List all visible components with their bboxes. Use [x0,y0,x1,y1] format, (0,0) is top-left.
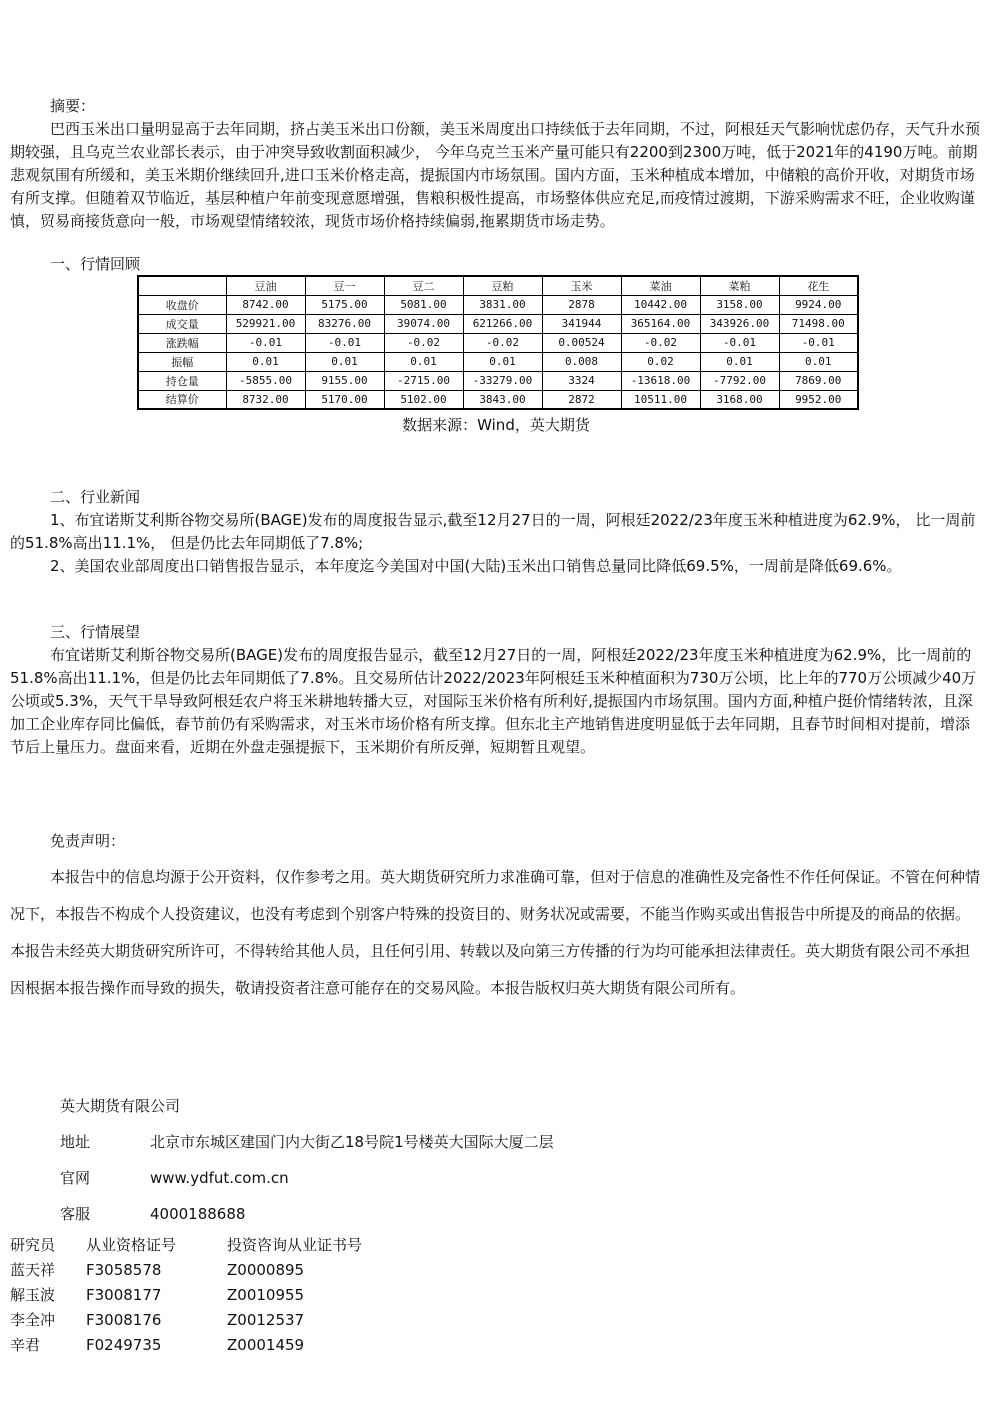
table-cell: -0.01 [700,333,779,352]
company-address-row [60,1124,554,1160]
researcher-cell: 研究员 [10,1236,56,1254]
researcher-cell: 蓝天祥 [10,1261,56,1279]
table-cell: 343926.00 [700,314,779,333]
table-cell: 10442.00 [621,295,700,314]
table-cell: 2878 [542,295,621,314]
researchers-table [10,1233,427,1358]
website-value[interactable]: www.ydfut.com.cn [150,1169,289,1187]
table-cell: 0.02 [621,352,700,371]
table-header-cell: 玉米 [542,276,621,295]
table-row-label: 涨跌幅 [138,333,226,352]
table-row [138,371,858,390]
table-cell: 5170.00 [305,390,384,409]
researcher-cell: 解玉波 [10,1286,56,1304]
news-item-1: 1、布宜诺斯艾利斯谷物交易所(BAGE)发布的周度报告显示,截至12月27日的一周，阿根廷2022/23年度玉米种植进度为62.9%， 比一周前的51.8%高出11.1%， 但是仍比去年同期低了7.8%; [10,511,976,552]
table-header-cell: 豆油 [226,276,305,295]
table-cell: -2715.00 [384,371,463,390]
researcher-row [10,1258,427,1283]
table-cell: -0.01 [226,333,305,352]
table-cell: 341944 [542,314,621,333]
table-cell: 529921.00 [226,314,305,333]
table-row-label: 持仓量 [138,371,226,390]
table-cell: -0.02 [463,333,542,352]
table-cell: 365164.00 [621,314,700,333]
address-label: 地址 [60,1133,91,1151]
table-cell: -13618.00 [621,371,700,390]
table-cell: -0.01 [779,333,858,352]
outlook-text: 布宜诺斯艾利斯谷物交易所(BAGE)发布的周度报告显示，截至12月27日的一周，阿根廷2022/23年度玉米种植进度为62.9%，比一周前的51.8%高出11.1%，但是仍比去年同期低了7.8%。且交易所估计2022/2023年阿根廷玉米种植面积为730万公顷，比上年的770万公顷减少40万公顷或5.3%，天气干旱导致阿根廷农户将玉米耕地转播大豆，对国际玉米价格有所利好,提振国内市场氛围。国内方面,种植户挺价情绪转浓，且深加工企业库存同比偏低，春节前仍有采购需求，对玉米市场价格有所支撑。但东北主产地销售进度明显低于去年同期，且春节时间相对提前，增添节后上量压力。盘面来看，近期在外盘走强提振下，玉米期价有所反弹，短期暂且观望。 [10,646,977,756]
news-item-2: 2、美国农业部周度出口销售报告显示，本年度迄今美国对中国(大陆)玉米出口销售总量同比降低69.5%，一周前是降低69.6%。 [50,557,902,575]
researcher-cell: Z0000895 [227,1261,305,1279]
data-source: 数据来源：Wind，英大期货 [402,416,590,434]
table-row [138,390,858,409]
website-label: 官网 [60,1169,91,1187]
researcher-cell: F3008177 [86,1286,162,1304]
table-cell: -0.01 [305,333,384,352]
disclaimer-text: 本报告中的信息均源于公开资料，仅作参考之用。英大期货研究所力求准确可靠，但对于信息的准确性及完备性不作任何保证。不管在何种情况下，本报告不构成个人投资建议，也没有考虑到个别客户特殊的投资目的、财务状况或需要，不能当作购买或出售报告中所提及的商品的依据。本报告未经英大期货研究所许可，不得转给其他人员，且任何引用、转载以及向第三方传播的行为均可能承担法律责任。英大期货有限公司不承担因根据本报告操作而导致的损失，敬请投资者注意可能存在的交易风险。本报告版权归英大期货有限公司所有。 [10,868,981,997]
table-header-cell: 豆一 [305,276,384,295]
table-row-label: 结算价 [138,390,226,409]
table-header-cell: 豆粕 [463,276,542,295]
researcher-cell: 李全冲 [10,1311,56,1329]
summary-heading: 摘要： [50,97,96,115]
table-cell: 5102.00 [384,390,463,409]
table-cell: 3324 [542,371,621,390]
summary-text: 巴西玉米出口量明显高于去年同期，挤占美玉米出口份额，美玉米周度出口持续低于去年同期，不过，阿根廷天气影响忧虑仍存，天气升水预期较强，且乌克兰农业部长表示，由于冲突导致收割面积减少， 今年乌克兰玉米产量可能只有2200到2300万吨，低于2021年的4190万吨。前期悲观氛围有所缓和，美玉米期价继续回升,进口玉米价格走高，提振国内市场氛围。国内方面，玉米种植成本增加，中储粮的高价开收，对期货市场有所支撑。但随着双节临近，基层种植户年前变现意愿增强，售粮积极性提高，市场整体供应充足,而疫情过渡期，下游采购需求不旺，企业收购谨慎，贸易商接货意向一般，市场观望情绪较浓，现货市场价格持续偏弱,拖累期货市场走势。 [10,120,981,230]
researcher-cell: 投资咨询从业证书号 [227,1236,363,1254]
researcher-row [10,1283,427,1308]
table-cell: 0.01 [463,352,542,371]
table-cell: 0.01 [226,352,305,371]
table-cell: 0.008 [542,352,621,371]
table-header-row [138,276,858,295]
table-header-cell [138,276,226,295]
researcher-cell: F0249735 [86,1336,162,1354]
researcher-row [10,1308,427,1333]
researcher-row [10,1333,427,1358]
table-cell: 621266.00 [463,314,542,333]
table-cell: 9952.00 [779,390,858,409]
table-row [138,295,858,314]
table-cell: 9155.00 [305,371,384,390]
researcher-cell: F3058578 [86,1261,162,1279]
news-heading: 二、行业新闻 [50,488,141,506]
table-cell: -5855.00 [226,371,305,390]
table-cell: -0.02 [621,333,700,352]
table-cell: 9924.00 [779,295,858,314]
table-cell: 5081.00 [384,295,463,314]
table-cell: 5175.00 [305,295,384,314]
table-cell: 39074.00 [384,314,463,333]
service-label: 客服 [60,1205,91,1223]
table-cell: 8742.00 [226,295,305,314]
researcher-cell: Z0012537 [227,1311,305,1329]
table-cell: 2872 [542,390,621,409]
disclaimer-heading: 免责声明： [50,832,126,850]
address-value: 北京市东城区建国门内大街乙18号院1号楼英大国际大厦二层 [150,1133,554,1151]
table-row [138,333,858,352]
table-row-label: 振幅 [138,352,226,371]
table-row [138,352,858,371]
table-row-label: 成交量 [138,314,226,333]
researcher-cell: Z0010955 [227,1286,305,1304]
researcher-cell: F3008176 [86,1311,162,1329]
table-cell: 83276.00 [305,314,384,333]
review-heading: 一、行情回顾 [50,255,141,273]
table-cell: 0.01 [779,352,858,371]
researchers-header-row [10,1233,427,1258]
table-cell: -7792.00 [700,371,779,390]
service-value: 4000188688 [150,1205,246,1223]
table-row [138,314,858,333]
table-header-cell: 花生 [779,276,858,295]
table-cell: -0.02 [384,333,463,352]
table-row-label: 收盘价 [138,295,226,314]
table-cell: -33279.00 [463,371,542,390]
table-cell: 8732.00 [226,390,305,409]
company-website-row [60,1160,289,1196]
table-header-cell: 菜粕 [700,276,779,295]
table-cell: 7869.00 [779,371,858,390]
table-cell: 0.01 [700,352,779,371]
table-header-cell: 豆二 [384,276,463,295]
market-table [137,275,859,410]
table-cell: 10511.00 [621,390,700,409]
table-cell: 3168.00 [700,390,779,409]
researcher-cell: 辛君 [10,1336,41,1354]
table-cell: 71498.00 [779,314,858,333]
table-cell: 0.01 [305,352,384,371]
table-cell: 3158.00 [700,295,779,314]
company-service-row [60,1196,245,1232]
researcher-cell: 从业资格证号 [86,1236,177,1254]
company-name: 英大期货有限公司 [60,1097,181,1115]
outlook-heading: 三、行情展望 [50,623,141,641]
table-cell: 3831.00 [463,295,542,314]
researcher-cell: Z0001459 [227,1336,305,1354]
table-header-cell: 菜油 [621,276,700,295]
table-cell: 3843.00 [463,390,542,409]
table-cell: 0.01 [384,352,463,371]
table-cell: 0.00524 [542,333,621,352]
